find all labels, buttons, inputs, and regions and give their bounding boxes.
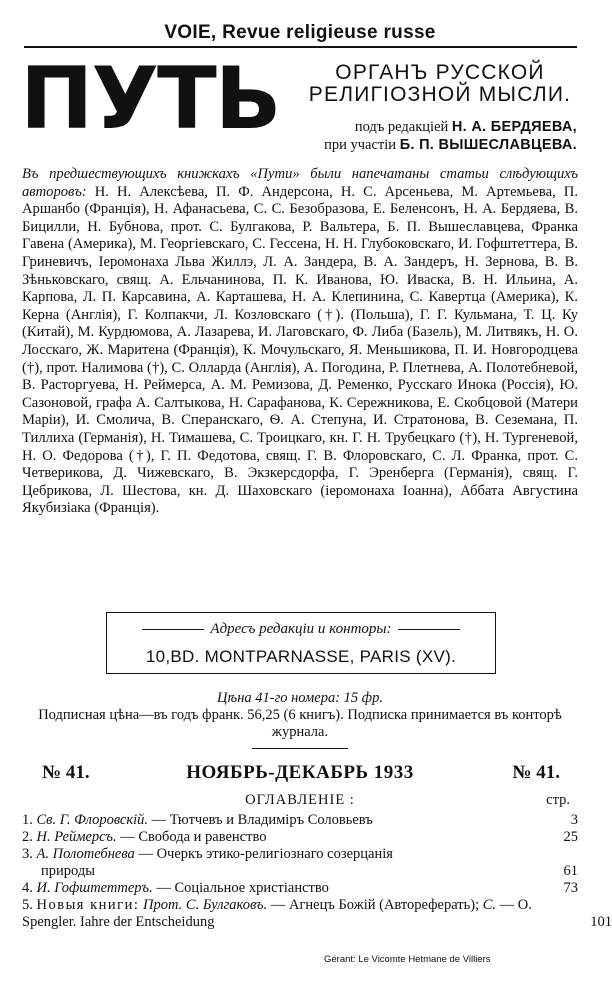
toc-page-label: стр. bbox=[546, 792, 570, 808]
toc-entry-number: 3. bbox=[22, 846, 33, 862]
journal-subtitle bbox=[0, 22, 600, 44]
toc-entry-number: 4. bbox=[22, 880, 33, 896]
issue-price: Цѣна 41-го номера: 15 фр. bbox=[217, 690, 383, 706]
intro-lead: Въ предшествующихъ книжкахъ «Пути» были напечатаны статьи слѣдующихъ авторовъ: bbox=[22, 166, 578, 200]
toc-entry-title-2: — O. Spengler. Iahre der Entscheidung bbox=[22, 897, 532, 930]
toc-entry-title: — Свобода и равенство bbox=[116, 829, 267, 845]
organ-line-1: ОРГАНЪ РУССКОЙ bbox=[335, 61, 545, 84]
toc-entry-page: 73 bbox=[563, 880, 578, 896]
toc-entry-author: Св. Г. Флоровскiй. bbox=[36, 812, 149, 828]
toc-entry bbox=[22, 897, 612, 931]
address-label: Адресъ редакцiи и конторы: bbox=[210, 621, 392, 637]
toc-entry bbox=[22, 812, 578, 829]
toc-entry-page: 101 bbox=[590, 914, 612, 930]
toc-entry bbox=[22, 880, 578, 897]
toc-entry bbox=[22, 846, 578, 863]
co-editor-line bbox=[285, 137, 577, 154]
co-editor-prefix: при участiи bbox=[324, 137, 400, 153]
journal-logo: ПУТЬ bbox=[20, 49, 280, 149]
editor-name: Н. А. БЕРДЯЕВА, bbox=[451, 119, 577, 135]
editor-line bbox=[285, 119, 577, 136]
toc-entry-page: 25 bbox=[563, 829, 578, 845]
address-value: 10,BD. MONTPARNASSE, PARIS (XV). bbox=[145, 647, 457, 666]
middle-rule bbox=[252, 748, 348, 749]
toc-entry-number: 1. bbox=[22, 812, 33, 828]
toc-entry-title: — Соцiальное христiанство bbox=[152, 880, 329, 896]
organ-description bbox=[305, 62, 575, 106]
subtitle-rest: Revue religieuse russe bbox=[216, 22, 436, 43]
toc-entry-continuation bbox=[22, 863, 578, 880]
address-label-row bbox=[107, 621, 495, 638]
toc-entry-number: 2. bbox=[22, 829, 33, 845]
toc-entry-title: — Тютчевъ и Владимiръ Соловьевъ bbox=[148, 812, 373, 828]
issue-date: НОЯБРЬ-ДЕКАБРЬ 1933 bbox=[186, 762, 414, 783]
address-dash-right bbox=[398, 629, 460, 630]
subtitle-strong: VOIE, bbox=[164, 22, 217, 43]
toc-entry-title: — Очеркъ этико-религiознаго созерцанiя bbox=[134, 846, 393, 862]
address-box bbox=[106, 612, 496, 674]
organ-line-2: РЕЛИГIОЗНОЙ МЫСЛИ. bbox=[308, 83, 572, 106]
toc-entry-title-cont: природы bbox=[41, 863, 95, 879]
editor-prefix: подъ редакцiей bbox=[354, 119, 452, 135]
toc-entry-author-2: С. bbox=[482, 897, 497, 913]
toc-entry bbox=[22, 829, 578, 846]
issue-number-right: № 41. bbox=[512, 762, 560, 783]
toc-entry-title: — Агнецъ Божiй (Автореферать); bbox=[267, 897, 483, 913]
toc-entry-number: 5. bbox=[22, 897, 33, 913]
subscription-info: Подписная цѣна—въ годъ франк. 56,25 (6 книгъ). Подписка принимается въ конторѣ журнала. bbox=[38, 707, 562, 740]
toc-entry-author: Н. Реймерсъ. bbox=[36, 829, 117, 845]
table-of-contents bbox=[22, 812, 612, 931]
toc-entry-page: 3 bbox=[570, 812, 578, 828]
issue-number-left: № 41. bbox=[42, 762, 90, 783]
address-dash-left bbox=[142, 629, 204, 630]
toc-entry-author: И. Гофштеттеръ. bbox=[36, 880, 153, 896]
toc-entry-page: 61 bbox=[563, 863, 578, 879]
top-rule bbox=[24, 46, 577, 48]
co-editor-name: Б. П. ВЫШЕСЛАВЦЕВА. bbox=[399, 137, 577, 153]
toc-entry-author: Прот. С. Булгаковъ. bbox=[143, 897, 268, 913]
toc-entry-author: А. Полотебнева bbox=[36, 846, 135, 862]
toc-entry-prefix: Новыя книги: bbox=[36, 897, 140, 913]
previous-authors-paragraph bbox=[22, 166, 578, 518]
authors-list: Н. Н. Алексѣева, П. Ф. Андерсона, Н. С. Арсеньева, М. Артемьева, П. Аршанбо (Францiя), Н. Афанасьева, С. С. Безобразова, Е. Беленсонъ, Н. А. Бердяева, В. Бицилли, Н. Бубнова, прот. С. Булгакова, Р. Вальтера, Б. П. Вышеславцева, Франка Гавена (Америка), М. Георгiевскаго, С. Гессена, Н. Н. Глубоковскаго, И. Гофштеттера, В. Гриневичъ, Iеромонаха Льва Жиллэ, Л. А. Зандера, В. А. Зандеръ, Н. Зернова, В. В. Зѣньковскаго, свящ. А. Ельчанинова, П. К. Иванова, Ю. Иваска, В. Н. Ильина, А. Карпова, Л. П. Карсавина, А. Карташева, Н. А. Клепинина, С. Кавертца (Америка), К. Керна (Англiя), Г. Колпакчи, Л. Козловскаго (†). (Польша), Г. Г. Кульмана, Т. Ц. Ку (Китай), М. Курдюмова, А. Лазарева, И. Лаговскаго, Ф. Либа (Базель), М. Литвякъ, Н. О. Лосскаго, Ж. Маритена (Францiя), К. Мочульскаго, Я. Меньшикова, П. И. Новгородцева (†), прот. Налимова (†), С. Оллардa (Англiя), А. Погодина, Р. Плетнева, А. Полотебневой, В. Расторгуева, Н. Реймерса, А. М. Ремизова, Д. Ременко, Русскаго Инока (Россiя), Ю. Сазоновой, графа А. Салтыкова, Н. Сарафанова, К. Сережникова, Е. Скобцовой (Матери Марiи), И. Смолича, В. Сперанскаго, Ѳ. А. Степуна, И. Стратонова, В. Сеземана, П. Тиллиха (Германiя), Н. Тимашева, С. Троицкаго, кн. Г. Н. Трубецкаго (†), Н. Тургеневой, Н. О. Федорова (†), Г. П. Федотова, свящ. Г. В. Флоровскаго, С. Л. Франка, прот. С. Четверикова, Д. Чижевскаго, В. Экзкерсдорфа, Г. Эренберга (Германiя), свящ. Г. Цебрикова, Л. Шестова, кн. Д. Шаховскаго (iеромонаха Iоанна), Аббата Августина Якубизiака (Францiя). bbox=[22, 183, 578, 517]
gerant-line: Gérant: Le Vicomte Hetmane de Villiers bbox=[324, 954, 491, 965]
toc-title: ОГЛАВЛЕНIЕ : bbox=[245, 792, 355, 808]
